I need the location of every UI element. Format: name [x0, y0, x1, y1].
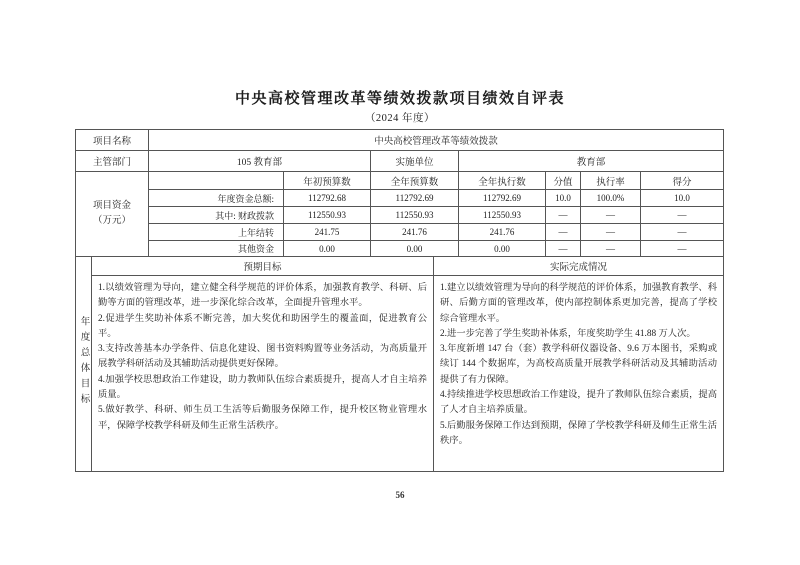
funds-cell: —: [641, 241, 724, 257]
funds-cell: 241.76: [371, 224, 459, 241]
actual-result-item: 3.年度新增 147 台（套）教学科研仪器设备、9.6 万本图书，采购或续订 144 个数据库，为高校高质量开展教学科研活动及其辅助活动提供了有力保障。: [440, 344, 717, 385]
funds-blank-header-cell: [149, 172, 284, 190]
self-evaluation-table: [75, 130, 723, 472]
funds-cell: 0.00: [284, 241, 371, 257]
funds-cell: 0.00: [371, 241, 459, 257]
actual-results-cell: [434, 276, 724, 472]
project-name-label: 项目名称: [76, 130, 149, 151]
funds-cell: 10.0: [641, 190, 724, 207]
funds-cell: 241.75: [284, 224, 371, 241]
goals-section-label: 年度总体目标: [76, 257, 92, 472]
goals-header-row: [76, 257, 724, 276]
project-info-table: [75, 129, 724, 172]
impl-unit-value: 教育部: [459, 151, 724, 172]
actual-result-item: 5.后勤服务保障工作达到预期，保障了学校教学科研及师生正常生活秩序。: [440, 420, 717, 446]
funds-col-header: 分值: [546, 172, 581, 190]
funds-cell: 112550.93: [371, 207, 459, 224]
funds-cell: —: [641, 207, 724, 224]
funds-col-header: 得分: [641, 172, 724, 190]
funds-cell: 0.00: [459, 241, 546, 257]
expected-goals-header: 预期目标: [92, 257, 434, 276]
funds-col-header: 执行率: [581, 172, 641, 190]
funds-section-label-line2: （万元）: [92, 216, 131, 226]
dept-value: 105 教育部: [149, 151, 371, 172]
page-title: 中央高校管理改革等绩效拨款项目绩效自评表: [234, 91, 565, 107]
funds-col-header: 全年执行数: [459, 172, 546, 190]
dept-label: 主管部门: [76, 151, 149, 172]
funds-col-header: 全年预算数: [371, 172, 459, 190]
expected-goal-item: 5.做好教学、科研、师生员工生活等后勤服务保障工作，提升校区物业管理水平，保障学校教学科研及师生正常生活秩序。: [98, 405, 427, 431]
actual-result-item: 2.进一步完善了学生奖助补体系，年度奖助学生 41.88 万人次。: [440, 328, 696, 339]
expected-goal-item: 1.以绩效管理为导向，建立健全科学规范的评价体系，加强教育教学、科研、后勤等方面的管理改革，进一步深化综合改革，全面提升管理水平。: [98, 283, 427, 309]
funds-section-label-line1: 项目资金: [92, 201, 131, 211]
funds-section-label: [76, 172, 149, 257]
funds-cell: —: [581, 207, 641, 224]
goals-table: [75, 256, 724, 472]
impl-unit-label: 实施单位: [371, 151, 459, 172]
page-number: 56: [395, 490, 405, 500]
funds-cell: —: [546, 207, 581, 224]
expected-goal-item: 4.加强学校思想政治工作建设，助力教师队伍综合素质提升，提高人才自主培养质量。: [98, 374, 427, 401]
expected-goal-item: 3.支持改善基本办学条件、信息化建设、图书资料购置等业务活动，为高质量开展教学科研活动及其辅助活动提供更好保障。: [98, 344, 427, 370]
funds-row-fiscal: [76, 207, 724, 224]
project-name-value: 中央高校管理改革等绩效拨款: [149, 130, 724, 151]
expected-goal-item: 2.促进学生奖助补体系不断完善，加大奖优和助困学生的覆盖面，促进教育公平。: [98, 313, 427, 339]
table-row: [76, 130, 724, 151]
funds-cell: —: [546, 224, 581, 241]
funds-col-header: 年初预算数: [284, 172, 371, 190]
funds-cell: 112550.93: [459, 207, 546, 224]
funds-row-total: [76, 190, 724, 207]
goals-content-row: [76, 276, 724, 472]
funds-row-carryover: [76, 224, 724, 241]
funds-table: [75, 171, 724, 257]
funds-cell: 112792.68: [284, 190, 371, 207]
funds-row-label: 其他资金: [149, 241, 284, 257]
funds-cell: 241.76: [459, 224, 546, 241]
actual-results-header: 实际完成情况: [434, 257, 724, 276]
funds-cell: —: [581, 241, 641, 257]
funds-row-other: [76, 241, 724, 257]
funds-row-label: 上年结转: [149, 224, 284, 241]
table-row: [76, 151, 724, 172]
funds-cell: 10.0: [546, 190, 581, 207]
funds-header-row: [76, 172, 724, 190]
funds-row-label: 其中: 财政拨款: [149, 207, 284, 224]
funds-cell: —: [641, 224, 724, 241]
page-subtitle: （2024 年度）: [364, 113, 436, 124]
funds-cell: 100.0%: [581, 190, 641, 207]
funds-row-label: 年度资金总额:: [149, 190, 284, 207]
funds-cell: —: [546, 241, 581, 257]
funds-cell: 112792.69: [371, 190, 459, 207]
actual-result-item: 4.持续推进学校思想政治工作建设，提升了教师队伍综合素质，提高了人才自主培养质量。: [440, 390, 717, 416]
funds-cell: —: [581, 224, 641, 241]
actual-result-item: 1.建立以绩效管理为导向的科学规范的评价体系，加强教育教学、科研、后勤方面的管理改革，使内部控制体系更加完善，提高了学校综合管理水平。: [440, 283, 717, 324]
funds-cell: 112550.93: [284, 207, 371, 224]
funds-cell: 112792.69: [459, 190, 546, 207]
expected-goals-cell: [92, 276, 434, 472]
